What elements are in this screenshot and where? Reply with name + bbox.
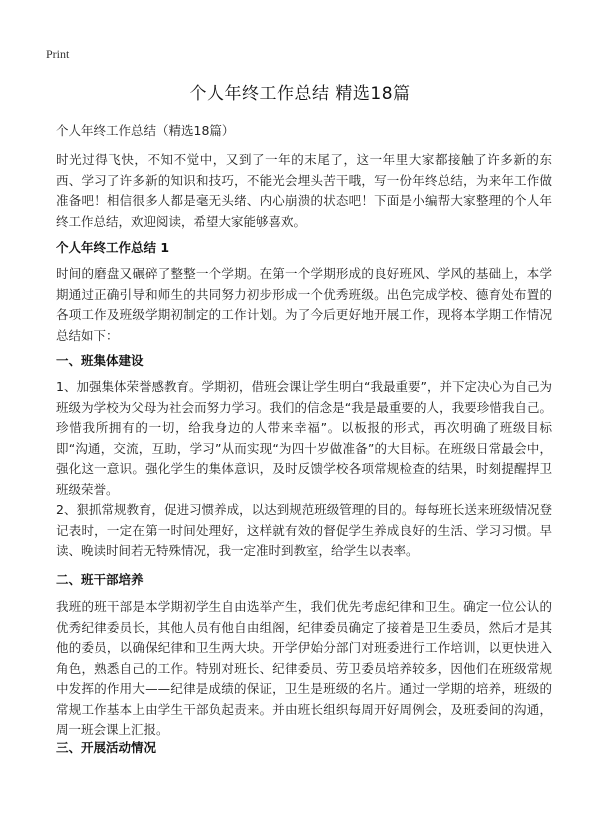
section1-intro-paragraph: 时间的磨盘又碾碎了整整一个学期。在第一个学期形成的良好班风、学风的基础上，本学期通过正确引导和师生的共同努力初步形成一个优秀班级。出色完成学校、德育处布置的各项工作及班级学期初制定的工作计划。为了今后更好地开展工作，现将本学期工作情况总结如下： <box>56 266 552 343</box>
cadre-training-paragraph: 我班的班干部是本学期初学生自由选举产生，我们优先考虑纪律和卫生。确定一位公认的优秀纪律委员长，其他人员有他自由组阁，纪律委员确定了接着是卫生委员，然后才是其他的委员，以确保纪律和卫生两大块。开学伊始分部门对班委进行工作培训，以更快进入角色，熟悉自己的工作。特别对班长、纪律委员、劳卫委员培养较多，因他们在班级常规中发挥的作用大——纪律是成绩的保证，卫生是班级的名片。通过一学期的培养，班级的常规工作基本上由学生干部负起责来。并由班长组织每周开好周例会，及班委间的沟通，周一班会课上汇报。 <box>56 599 552 737</box>
subsection-heading-class-building: 一、班集体建设 <box>56 353 144 368</box>
document-subtitle: 个人年终工作总结（精选18篇） <box>56 123 235 138</box>
page-title: 个人年终工作总结 精选18篇 <box>189 84 411 104</box>
print-link[interactable]: Print <box>46 47 70 61</box>
section-heading-1: 个人年终工作总结 1 <box>56 240 170 255</box>
class-building-paragraph-2: 2、狠抓常规教育，促进习惯养成，以达到规范班级管理的目的。每每班长送来班级情况登记表时，一定在第一时间处理好，这样就有效的督促学生养成良好的生活、学习习惯。早读、晚读时间若无特殊情况，我一定准时到教室，给学生以表率。 <box>56 502 552 558</box>
intro-paragraph: 时光过得飞快，不知不觉中，又到了一年的末尾了，这一年里大家都接触了许多新的东西、学习了许多新的知识和技巧，不能光会埋头苦干哦，写一份年终总结，为来年工作做准备吧！相信很多人都是毫无头绪、内心崩溃的状态吧！下面是小编帮大家整理的个人年终工作总结，欢迎阅读，希望大家能够喜欢。 <box>56 152 552 229</box>
class-building-paragraph-1: 1、加强集体荣誉感教育。学期初，借班会课让学生明白“我最重要”，并下定决心为自己为班级为学校为父母为社会而努力学习。我们的信念是“我是最重要的人，我要珍惜我自己。珍惜我所拥有的一切，给我身边的人带来幸福”。以板报的形式，再次明确了班级目标即“沟通，交流，互助，学习”从而实现“为四十岁做准备”的大目标。在班级日常最会中，强化这一意识。强化学生的集体意识，及时反馈学校各项常规检查的结果，时刻提醒捍卫班级荣誉。 <box>56 379 552 497</box>
subsection-heading-cadre-training: 二、班干部培养 <box>56 572 144 587</box>
subsection-heading-activities: 三、开展活动情况 <box>56 740 157 755</box>
